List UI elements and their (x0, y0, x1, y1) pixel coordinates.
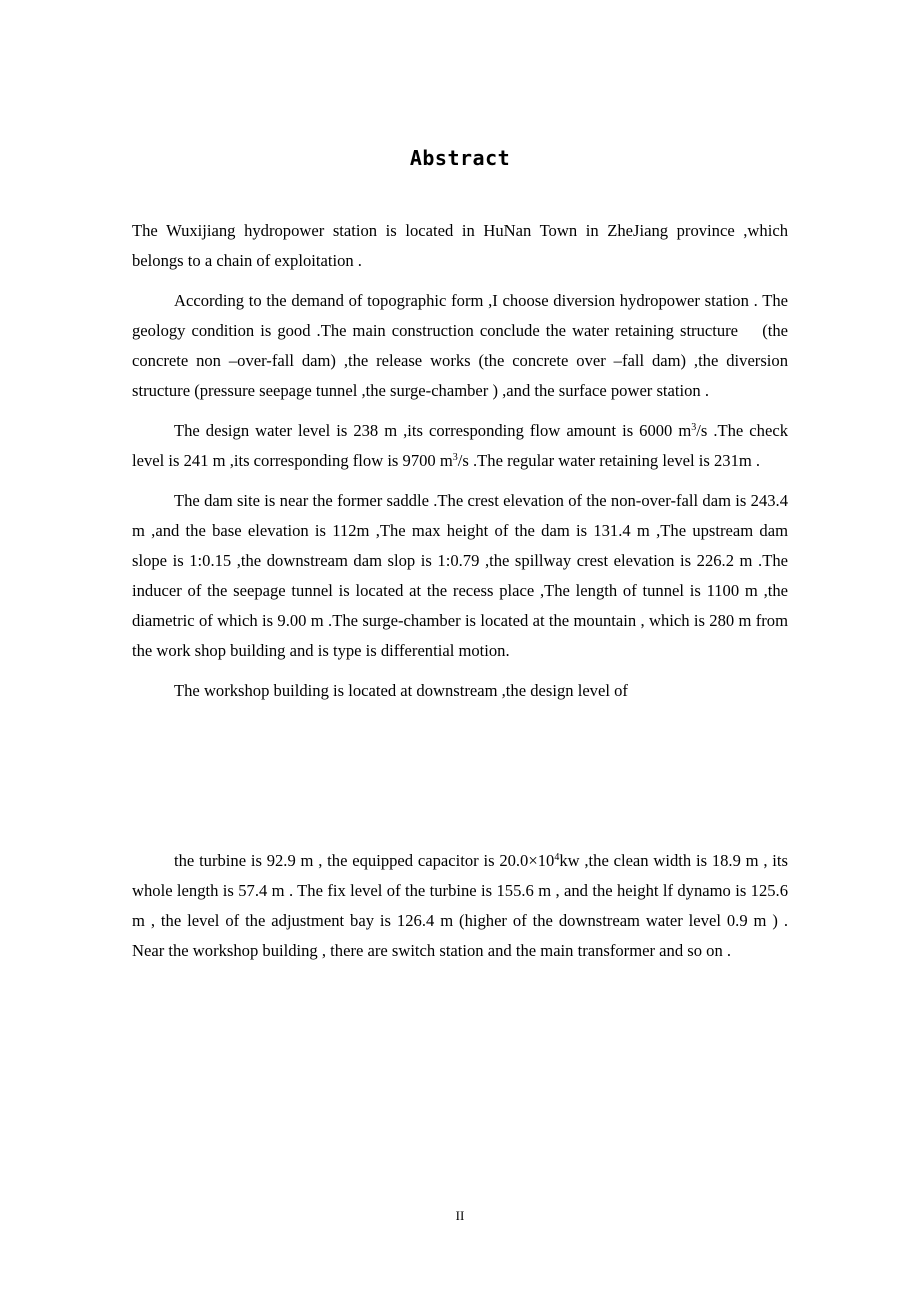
paragraph-3-text-3: /s .The regular water retaining level is 231m . (457, 451, 761, 470)
abstract-body-continued (132, 846, 788, 976)
paragraph-6 (132, 846, 788, 966)
paragraph-6-text-1: the turbine is 92.9 m , the equipped capacitor is 20.0×10 (174, 851, 555, 870)
superscript: 3 (691, 422, 697, 433)
paragraph-4: The dam site is near the former saddle .The crest elevation of the non-over-fall dam is 243.4 m ,and the base elevation is 112m ,The max height of the dam is 131.4 m ,The upstream dam slope is 1:0.15 ,the downstream dam slop is 1:0.79 ,the spillway crest elevation is 226.2 m .The inducer of the seepage tunnel is located at the recess place ,The length of tunnel is 1100 m ,the diametric of which is 9.00 m .The surge-chamber is located at the mountain , which is 280 m from the work shop building and is type is differential motion. (132, 491, 788, 660)
page-number: II (455, 1208, 465, 1223)
paragraph-5: The workshop building is located at downstream ,the design level of (174, 681, 628, 700)
page-title: Abstract (409, 146, 511, 170)
paragraph-1: The Wuxijiang hydropower station is located in HuNan Town in ZheJiang province ,which belongs to a chain of exploitation . (132, 221, 788, 270)
paragraph-3 (132, 416, 788, 476)
superscript: 4 (554, 852, 560, 863)
paragraph-3-text-2: /s .The check level is 241 m ,its corresponding flow is 9700 m (132, 421, 788, 470)
paragraph-6-text-2: kw ,the clean width is 18.9 m , its whole length is 57.4 m . The fix level of the turbine is 155.6 m , and the height lf dynamo is 125.6 m , the level of the adjustment bay is 126.4 m (higher of the downstream water level 0.9 m ) . Near the workshop building , there are switch station and the main transformer and so on . (132, 851, 788, 960)
superscript: 3 (452, 452, 458, 463)
paragraph-3-text-1: The design water level is 238 m ,its corresponding flow amount is 6000 m (174, 421, 692, 440)
paragraph-2: According to the demand of topographic form ,I choose diversion hydropower station . The geology condition is good .The main construction conclude the water retaining structure (the concrete non –over-fall dam) ,the release works (the concrete over –fall dam) ,the diversion structure (pressure seepage tunnel ,the surge-chamber ) ,and the surface power station . (132, 291, 788, 400)
abstract-body (132, 216, 788, 716)
